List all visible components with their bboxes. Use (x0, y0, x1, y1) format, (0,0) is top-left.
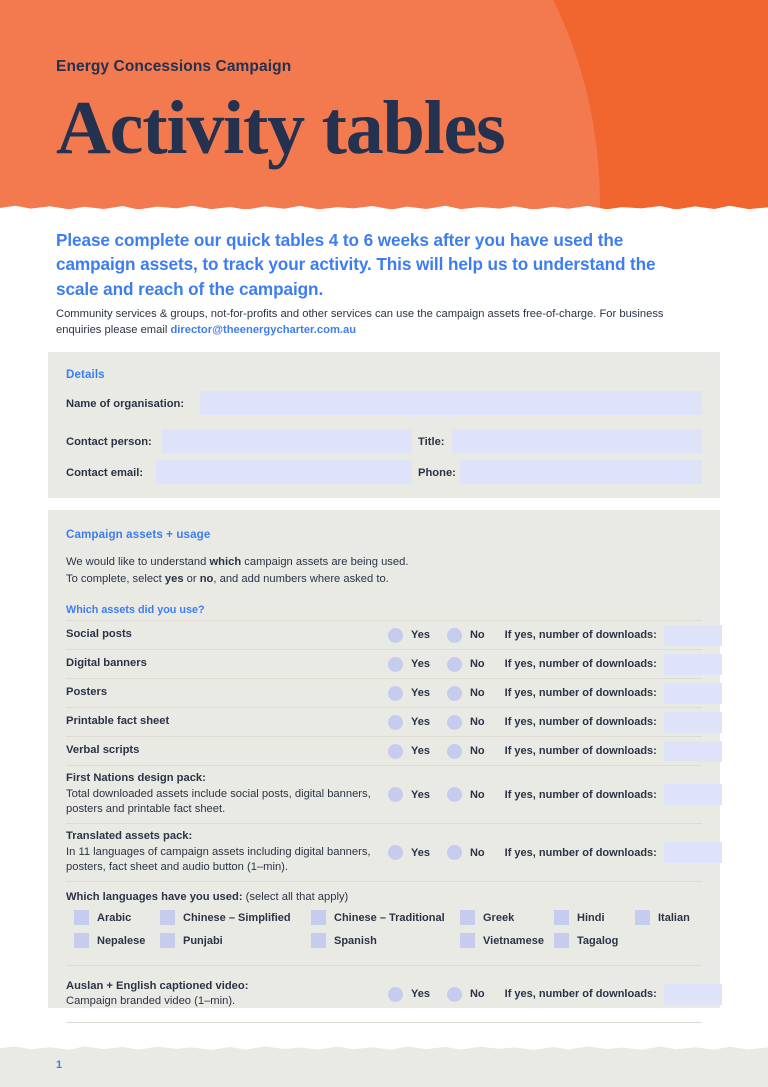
language-label: Arabic (97, 911, 132, 924)
downloads-input[interactable] (664, 625, 722, 646)
checkbox-icon[interactable] (460, 933, 475, 948)
downloads-label: If yes, number of downloads: (504, 988, 657, 1000)
no-label: No (469, 745, 485, 757)
radio-circle-icon[interactable] (447, 628, 462, 643)
asset-label: Verbal scripts (66, 744, 140, 757)
page-number: 1 (56, 1059, 63, 1071)
checkbox-icon[interactable] (74, 933, 89, 948)
campaign-assets-panel (48, 510, 720, 1008)
yes-label: Yes (411, 687, 430, 699)
language-label: Chinese – Traditional (334, 911, 445, 924)
checkbox-icon[interactable] (460, 910, 475, 925)
radio-circle-icon[interactable] (447, 845, 462, 860)
asset-label-title: First Nations design pack: (66, 772, 206, 785)
radio-circle-icon[interactable] (388, 987, 403, 1002)
language-option-italian[interactable] (635, 910, 690, 925)
yes-option[interactable] (388, 744, 430, 759)
assets-instructions-line1-a: We would like to understand (66, 556, 210, 568)
contact-person-input[interactable] (162, 429, 412, 453)
title-label: Title: (418, 436, 445, 448)
language-option-arabic[interactable] (74, 910, 131, 925)
page-title: Activity tables (56, 86, 505, 170)
no-option[interactable] (447, 744, 485, 759)
checkbox-icon[interactable] (160, 933, 175, 948)
language-label: Greek (483, 911, 515, 924)
intro-sub-prefix: Community services & groups, not-for-profits and other services can use the campaign assets free-of-charge. For business enquiries please email (56, 308, 664, 336)
downloads-label: If yes, number of downloads: (504, 687, 657, 699)
radio-circle-icon[interactable] (388, 715, 403, 730)
assets-instructions-line2-c: or (183, 572, 200, 585)
language-option-greek[interactable] (460, 910, 514, 925)
table-row (66, 736, 702, 765)
yes-option[interactable] (388, 845, 430, 860)
yes-option[interactable] (388, 686, 430, 701)
language-option-hindi[interactable] (554, 910, 605, 925)
downloads-input[interactable] (664, 784, 722, 805)
checkbox-icon[interactable] (74, 910, 89, 925)
no-option[interactable] (447, 845, 485, 860)
table-row (66, 965, 702, 1023)
table-row (66, 620, 702, 649)
contact-email-link[interactable]: director@theenergycharter.com.au (170, 323, 357, 336)
checkbox-icon[interactable] (311, 910, 326, 925)
yes-option[interactable] (388, 715, 430, 730)
radio-circle-icon[interactable] (447, 657, 462, 672)
no-label: No (469, 846, 485, 859)
title-input[interactable] (452, 429, 702, 453)
radio-circle-icon[interactable] (388, 657, 403, 672)
page-footer (0, 1044, 768, 1087)
campaign-eyebrow: Energy Concessions Campaign (56, 58, 292, 75)
language-option-punjabi[interactable] (160, 933, 223, 948)
assets-instructions-yes: yes (164, 572, 184, 585)
yes-option[interactable] (388, 657, 430, 672)
downloads-input[interactable] (664, 712, 722, 733)
yes-option[interactable] (388, 628, 430, 643)
language-option-chinese-simplified[interactable] (160, 910, 291, 925)
language-label: Nepalese (97, 934, 146, 947)
footer-torn-edge (0, 1044, 768, 1052)
assets-panel-title: Campaign assets + usage (66, 528, 211, 541)
radio-circle-icon[interactable] (388, 686, 403, 701)
org-name-input[interactable] (200, 391, 702, 415)
table-row (66, 707, 702, 736)
contact-email-label: Contact email: (66, 467, 144, 479)
yes-option[interactable] (388, 787, 430, 802)
yes-label: Yes (411, 788, 430, 801)
asset-label-sub: In 11 languages of campaign assets including digital banners, posters, fact sheet and audio button (1–min). (66, 845, 371, 874)
phone-label: Phone: (418, 467, 456, 479)
downloads-input[interactable] (664, 984, 722, 1005)
languages-line-2 (66, 933, 702, 956)
language-label: Tagalog (577, 934, 619, 947)
asset-label (66, 829, 380, 875)
downloads-input[interactable] (664, 842, 722, 863)
downloads-label: If yes, number of downloads: (504, 716, 657, 728)
assets-instructions-line1-c: campaign assets are being used. (241, 556, 409, 568)
language-label: Punjabi (183, 934, 223, 947)
assets-instructions-no: no (199, 572, 214, 585)
language-label: Vietnamese (483, 934, 544, 947)
no-option[interactable] (447, 657, 485, 672)
intro-lead-text: Please complete our quick tables 4 to 6 weeks after you have used the campaign assets, to track your activity. This will help us to understand the scale and reach of the campaign. (56, 230, 656, 299)
language-option-nepalese[interactable] (74, 933, 145, 948)
assets-instructions (66, 554, 408, 587)
details-panel-title: Details (66, 368, 105, 381)
table-row (66, 765, 702, 823)
languages-question-rest: (select all that apply) (242, 891, 349, 903)
checkbox-icon[interactable] (554, 910, 569, 925)
no-label: No (469, 658, 485, 670)
no-label: No (469, 716, 485, 728)
downloads-input[interactable] (664, 654, 722, 675)
asset-label: Social posts (66, 628, 132, 641)
no-label: No (469, 988, 485, 1000)
radio-circle-icon[interactable] (447, 686, 462, 701)
radio-circle-icon[interactable] (388, 845, 403, 860)
language-label: Italian (658, 911, 690, 924)
languages-row (66, 881, 702, 965)
table-row (66, 678, 702, 707)
language-option-vietnamese[interactable] (460, 933, 544, 948)
yes-label: Yes (411, 716, 430, 728)
downloads-label: If yes, number of downloads: (504, 745, 657, 757)
yes-option[interactable] (388, 987, 430, 1002)
downloads-label: If yes, number of downloads: (504, 846, 657, 859)
org-name-label: Name of organisation: (66, 398, 185, 410)
checkbox-icon[interactable] (311, 933, 326, 948)
asset-label: Printable fact sheet (66, 715, 170, 728)
language-option-tagalog[interactable] (554, 933, 618, 948)
radio-circle-icon[interactable] (388, 628, 403, 643)
yes-label: Yes (411, 629, 430, 641)
yes-label: Yes (411, 846, 430, 859)
assets-instructions-line2-a: To complete, select (66, 572, 165, 585)
radio-circle-icon[interactable] (388, 787, 403, 802)
asset-label-title: Auslan + English captioned video: (66, 979, 249, 992)
no-option[interactable] (447, 715, 485, 730)
no-option[interactable] (447, 628, 485, 643)
asset-label-sub: Campaign branded video (1–min). (66, 995, 236, 1007)
language-label: Chinese – Simplified (183, 911, 291, 924)
intro-sub-text (56, 307, 666, 339)
downloads-label: If yes, number of downloads: (504, 658, 657, 670)
checkbox-icon[interactable] (160, 910, 175, 925)
radio-circle-icon[interactable] (447, 787, 462, 802)
asset-label-sub: Total downloaded assets include social posts, digital banners, posters and printable fact sheet. (66, 787, 371, 816)
asset-label: Digital banners (66, 657, 147, 670)
language-option-chinese-traditional[interactable] (311, 910, 445, 925)
assets-instructions-which: which (209, 556, 242, 568)
asset-label: Posters (66, 686, 108, 699)
radio-circle-icon[interactable] (447, 715, 462, 730)
details-panel (48, 352, 720, 498)
language-option-spanish[interactable] (311, 933, 377, 948)
no-label: No (469, 629, 485, 641)
assets-rows (66, 620, 702, 1023)
languages-question (66, 891, 702, 903)
yes-label: Yes (411, 745, 430, 757)
phone-input[interactable] (460, 460, 702, 484)
downloads-label: If yes, number of downloads: (504, 788, 657, 801)
checkbox-icon[interactable] (635, 910, 650, 925)
table-row (66, 649, 702, 678)
table-row (66, 823, 702, 881)
radio-circle-icon[interactable] (447, 744, 462, 759)
which-assets-subhead: Which assets did you use? (66, 604, 205, 616)
downloads-input[interactable] (664, 683, 722, 704)
no-label: No (469, 687, 485, 699)
no-label: No (469, 788, 485, 801)
no-option[interactable] (447, 987, 485, 1002)
asset-label (66, 979, 380, 1010)
radio-circle-icon[interactable] (447, 987, 462, 1002)
yes-label: Yes (411, 658, 430, 670)
assets-instructions-line2-e: , and add numbers where asked to. (213, 572, 389, 585)
language-label: Hindi (577, 911, 605, 924)
downloads-label: If yes, number of downloads: (504, 629, 657, 641)
radio-circle-icon[interactable] (388, 744, 403, 759)
language-label: Spanish (334, 934, 377, 947)
contact-person-label: Contact person: (66, 436, 152, 448)
downloads-input[interactable] (664, 741, 722, 762)
asset-label (66, 771, 380, 817)
checkbox-icon[interactable] (554, 933, 569, 948)
contact-email-input[interactable] (156, 460, 412, 484)
asset-label-title: Translated assets pack: (66, 830, 193, 843)
no-option[interactable] (447, 686, 485, 701)
languages-line-1 (66, 910, 702, 933)
no-option[interactable] (447, 787, 485, 802)
yes-label: Yes (411, 988, 430, 1000)
languages-question-bold: Which languages have you used: (66, 891, 243, 903)
